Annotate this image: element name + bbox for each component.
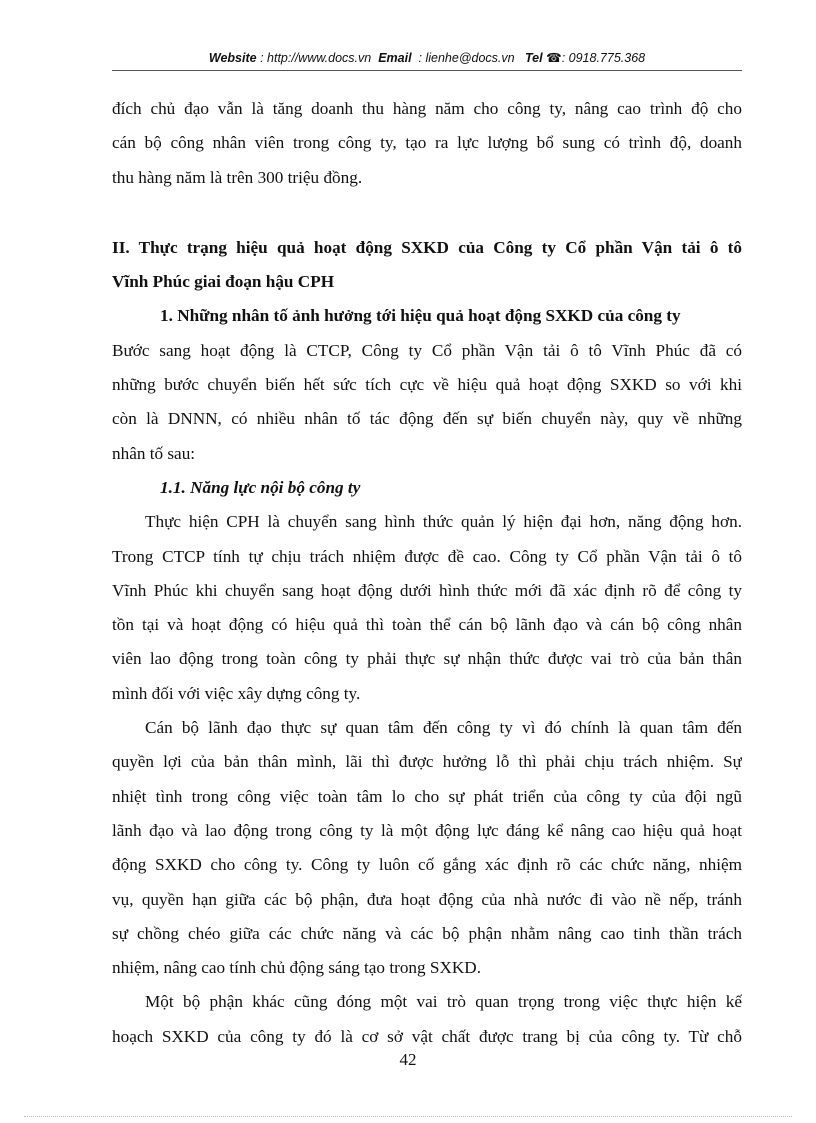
body-line: hoạch SXKD của công ty đó là cơ sở vật chất được trang bị của công ty. Từ chỗ xyxy=(112,1026,742,1046)
body-line: đích chủ đạo vẫn là tăng doanh thu hàng năm cho công ty, nâng cao trình độ cho xyxy=(112,99,742,118)
body-line: sự chồng chéo giữa các chức năng và các bộ phận nhằm nâng cao tinh thần trách xyxy=(112,923,742,943)
email-label: Email xyxy=(378,51,412,65)
page-header xyxy=(112,50,742,65)
body-line: nhiệt tình trong công việc toàn tâm lo cho sự phát triển của công ty của đội ngũ xyxy=(112,786,742,806)
body-line: Trong CTCP tính tự chịu trách nhiệm được đề cao. Công ty Cổ phần Vận tải ô tô xyxy=(112,546,742,566)
phone-icon: ☎ xyxy=(546,51,562,65)
paragraph-gap xyxy=(112,195,742,231)
body-line: thu hàng năm là trên 300 triệu đồng. xyxy=(112,167,363,187)
tel-label: Tel xyxy=(525,51,543,65)
subsection-heading: 1. Những nhân tố ảnh hưởng tới hiệu quả hoạt động SXKD của công ty xyxy=(160,306,681,326)
website-label: Website xyxy=(208,51,257,65)
body-line: Vĩnh Phúc khi chuyển sang hoạt động dưới hình thức mới đã xác định rõ để công ty xyxy=(112,580,742,600)
body-line: viên lao động trong toàn công ty phải thực sự nhận thức được vai trò của bản thân xyxy=(112,649,742,669)
body-line: mình đối với việc xây dựng công ty. xyxy=(112,683,361,703)
body-line: tồn tại và hoạt động có hiệu quả thì toàn thể cán bộ lãnh đạo và cán bộ công nhân xyxy=(112,615,742,635)
email-value[interactable]: : lienhe@docs.vn xyxy=(418,51,515,65)
body-line: Bước sang hoạt động là CTCP, Công ty Cổ phần Vận tải ô tô Vĩnh Phúc đã có xyxy=(112,340,742,360)
footer-divider xyxy=(24,1116,792,1117)
website-url[interactable]: : http://www.docs.vn xyxy=(260,51,372,65)
header-divider xyxy=(112,70,742,71)
section-heading: Vĩnh Phúc giai đoạn hậu CPH xyxy=(112,272,335,292)
page-number: 42 xyxy=(399,1050,417,1069)
body-line: nhân tố sau: xyxy=(112,443,196,463)
document-body xyxy=(112,92,742,1054)
body-line: Cán bộ lãnh đạo thực sự quan tâm đến công ty vì đó chính là quan tâm đến xyxy=(145,718,742,738)
body-line: động SXKD cho công ty. Công ty luôn cố gắng xác định rõ các chức năng, nhiệm xyxy=(112,855,742,875)
body-line: quyền lợi của bản thân mình, lãi thì được hưởng lỗ thì phải chịu trách nhiệm. Sự xyxy=(112,752,742,772)
body-line: lãnh đạo và lao động trong công ty là một động lực đáng kể nâng cao hiệu quả hoạt xyxy=(112,820,742,840)
body-line: vụ, quyền hạn giữa các bộ phận, đưa hoạt động của nhà nước đi vào nề nếp, tránh xyxy=(112,889,742,909)
tel-value: : 0918.775.368 xyxy=(561,51,646,65)
body-line: Một bộ phận khác cũng đóng một vai trò quan trọng trong việc thực hiện kế xyxy=(145,992,742,1012)
body-line: Thực hiện CPH là chuyển sang hình thức quản lý hiện đại hơn, năng động hơn. xyxy=(145,512,742,532)
body-line: cán bộ công nhân viên trong công ty, tạo ra lực lượng bổ sung có trình độ, doanh xyxy=(112,133,742,153)
section-heading: II. Thực trạng hiệu quả hoạt động SXKD của Công ty Cổ phần Vận tải ô tô xyxy=(112,237,742,257)
body-line: còn là DNNN, có nhiều nhân tố tác động đến sự biến chuyển này, quy về những xyxy=(112,409,742,429)
body-line: nhiệm, nâng cao tính chủ động sáng tạo trong SXKD. xyxy=(112,958,481,978)
sub-subsection-heading: 1.1. Năng lực nội bộ công ty xyxy=(160,477,361,497)
body-line: những bước chuyển biến hết sức tích cực về hiệu quả hoạt động SXKD so với khi xyxy=(112,375,742,395)
